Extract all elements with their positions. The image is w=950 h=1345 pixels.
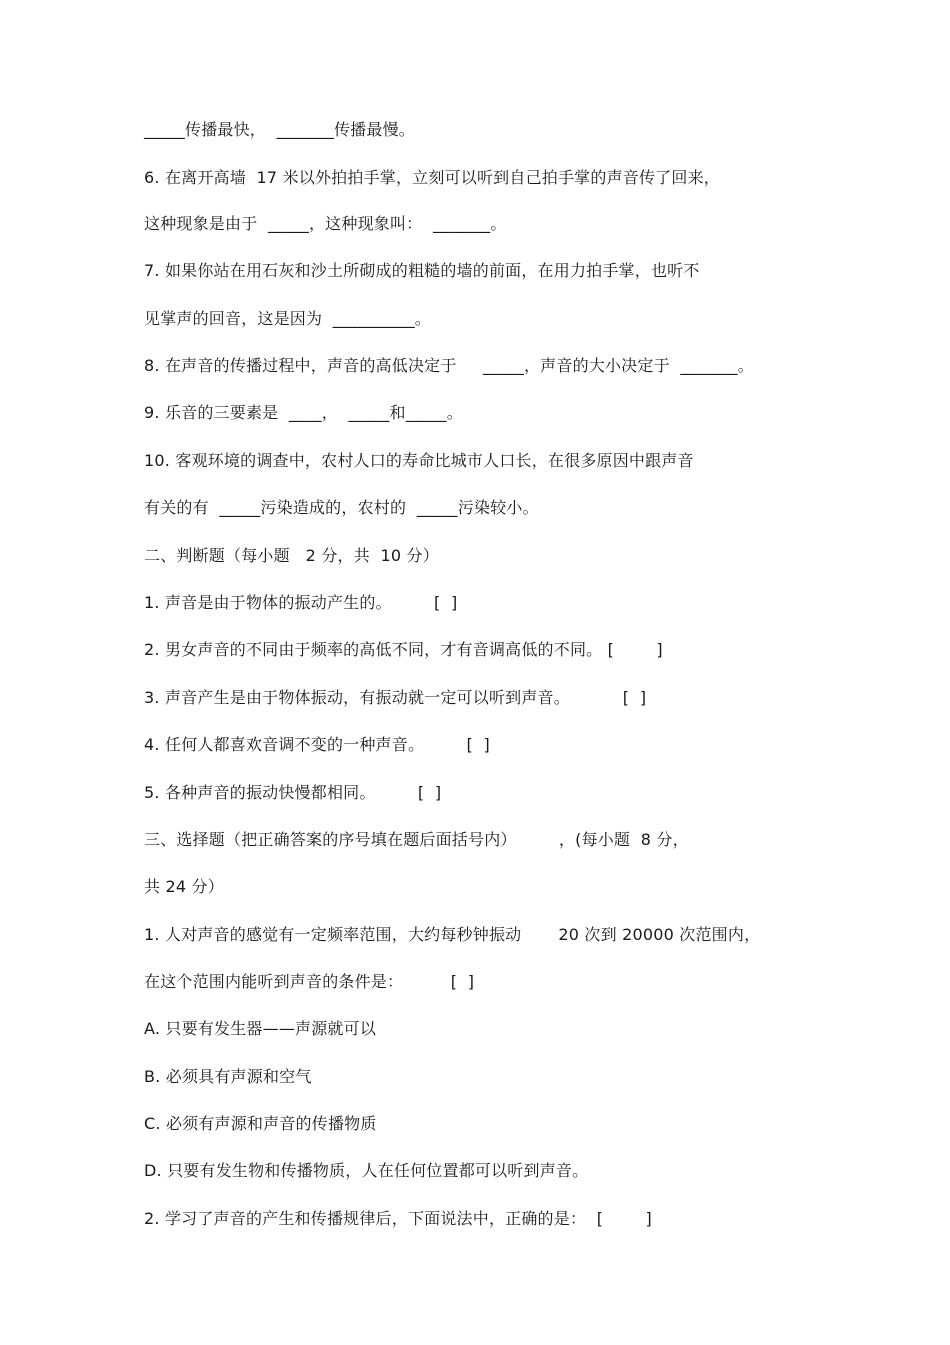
- section-heading-multiple-choice-cont: 共 24 分）: [144, 877, 224, 896]
- choice-question-2: 2. 学习了声音的产生和传播规律后，下面说法中，正确的是： [ ]: [144, 1209, 652, 1228]
- choice-option-c: C. 必须有声源和声音的传播物质: [144, 1114, 377, 1133]
- question-6-line-2: 这种现象是由于 _____，这种现象叫： _______。: [144, 214, 507, 233]
- section-heading-true-false: 二、判断题（每小题 2 分，共 10 分）: [144, 546, 439, 565]
- choice-question-1-line-1: 1. 人对声音的感觉有一定频率范围，大约每秒钟振动 20 次到 20000 次范围内，: [144, 925, 761, 944]
- true-false-item-2: 2. 男女声音的不同由于频率的高低不同，才有音调高低的不同。 [ ]: [144, 640, 663, 659]
- choice-option-d: D. 只要有发生物和传播物质，人在任何位置都可以听到声音。: [144, 1161, 589, 1180]
- question-7-line-1: 7. 如果你站在用石灰和沙土所砌成的粗糙的墙的前面，在用力拍手掌，也听不: [144, 261, 700, 280]
- true-false-item-4: 4. 任何人都喜欢音调不变的一种声音。 [ ]: [144, 735, 490, 754]
- choice-option-a: A. 只要有发生器——声源就可以: [144, 1019, 377, 1038]
- fill-blank-line-5-continued: _____传播最快， _______传播最慢。: [144, 120, 415, 139]
- question-6-line-1: 6. 在离开高墙 17 米以外拍拍手掌，立刻可以听到自己拍手掌的声音传了回来，: [144, 168, 720, 187]
- question-7-line-2: 见掌声的回音，这是因为 __________。: [144, 309, 431, 328]
- choice-question-1-line-2: 在这个范围内能听到声音的条件是： [ ]: [144, 972, 475, 991]
- question-8: 8. 在声音的传播过程中，声音的高低决定于 _____，声音的大小决定于 _______。: [144, 356, 754, 375]
- question-10-line-2: 有关的有 _____污染造成的，农村的 _____污染较小。: [144, 498, 539, 517]
- true-false-item-3: 3. 声音产生是由于物体振动，有振动就一定可以听到声音。 [ ]: [144, 688, 647, 707]
- true-false-item-5: 5. 各种声音的振动快慢都相同。 [ ]: [144, 783, 442, 802]
- section-heading-multiple-choice: 三、选择题（把正确答案的序号填在题后面括号内） ，(每小题 8 分，: [144, 830, 689, 849]
- question-9: 9. 乐音的三要素是 ____， _____和_____。: [144, 403, 463, 422]
- true-false-item-1: 1. 声音是由于物体的振动产生的。 [ ]: [144, 593, 458, 612]
- choice-option-b: B. 必须具有声源和空气: [144, 1067, 312, 1086]
- question-10-line-1: 10. 客观环境的调查中，农村人口的寿命比城市人口长，在很多原因中跟声音: [144, 451, 694, 470]
